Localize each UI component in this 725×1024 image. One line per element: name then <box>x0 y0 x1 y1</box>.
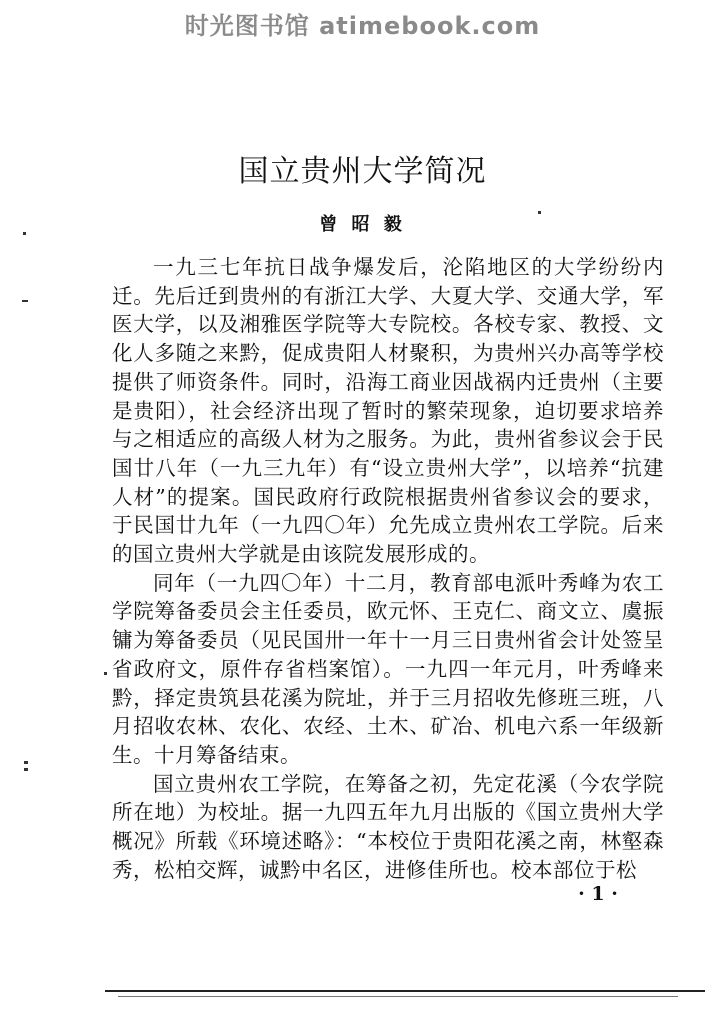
scan-speck <box>22 300 28 302</box>
scan-speck <box>538 211 541 214</box>
author-name: 曾 昭 毅 <box>319 214 406 235</box>
page-number: · 1 · <box>578 883 618 905</box>
watermark: 时光图书馆 atimebook.com <box>184 12 541 40</box>
paragraph-3: 国立贵州农工学院，在筹备之初，先定花溪（今农学院所在地）为校址。据一九四五年九月出版的《国立贵州大学概况》所载《环境述略》：“本校位于贵阳花溪之南，林壑森秀，松柏交辉，诚黔中名区，进修佳所也。校本部位于松 <box>112 771 664 882</box>
paragraph-1: 一九三七年抗日战争爆发后，沦陷地区的大学纷纷内迁。先后迁到贵州的有浙江大学、大夏大学、交通大学，军医大学，以及湘雅医学院等大专院校。各校专家、教授、文化人多随之来黔，促成贵阳人材聚积，为贵州兴办高等学校提供了师资条件。同时，沿海工商业因战祸内迁贵州（主要是贵阳），社会经济出现了暂时的繁荣现象，迫切要求培养与之相适应的高级人材为之服务。为此，贵州省参议会于民国廿八年（一九三九年）有“设立贵州大学”，以培养“抗建人材”的提案。国民政府行政院根据贵州省参议会的要求，于民国廿九年（一九四〇年）允先成立贵州农工学院。后来的国立贵州大学就是由该院发展形成的。 <box>112 255 664 567</box>
article-title: 国立贵州大学简况 <box>238 154 487 189</box>
scan-speck <box>24 761 28 764</box>
paragraph-2: 同年（一九四〇年）十二月，教育部电派叶秀峰为农工学院筹备委员会主任委员，欧元怀、王克仁、商文立、虞振镛为筹备委员（见民国卅一年十一月三日贵州省会计处签呈省政府文，原件存省档案馆）。一九四一年元月，叶秀峰来黔，择定贵筑县花溪为院址，并于三月招收先修班三班，八月招收农林、农化、农经、土木、矿冶、机电六系一年级新生。十月筹备结束。 <box>112 570 664 767</box>
scan-speck <box>24 768 28 771</box>
footer-rule <box>105 990 705 992</box>
article-body <box>112 253 664 884</box>
scan-speck <box>23 232 26 235</box>
scan-speck <box>104 672 107 675</box>
footer-rule-thin <box>118 996 678 997</box>
